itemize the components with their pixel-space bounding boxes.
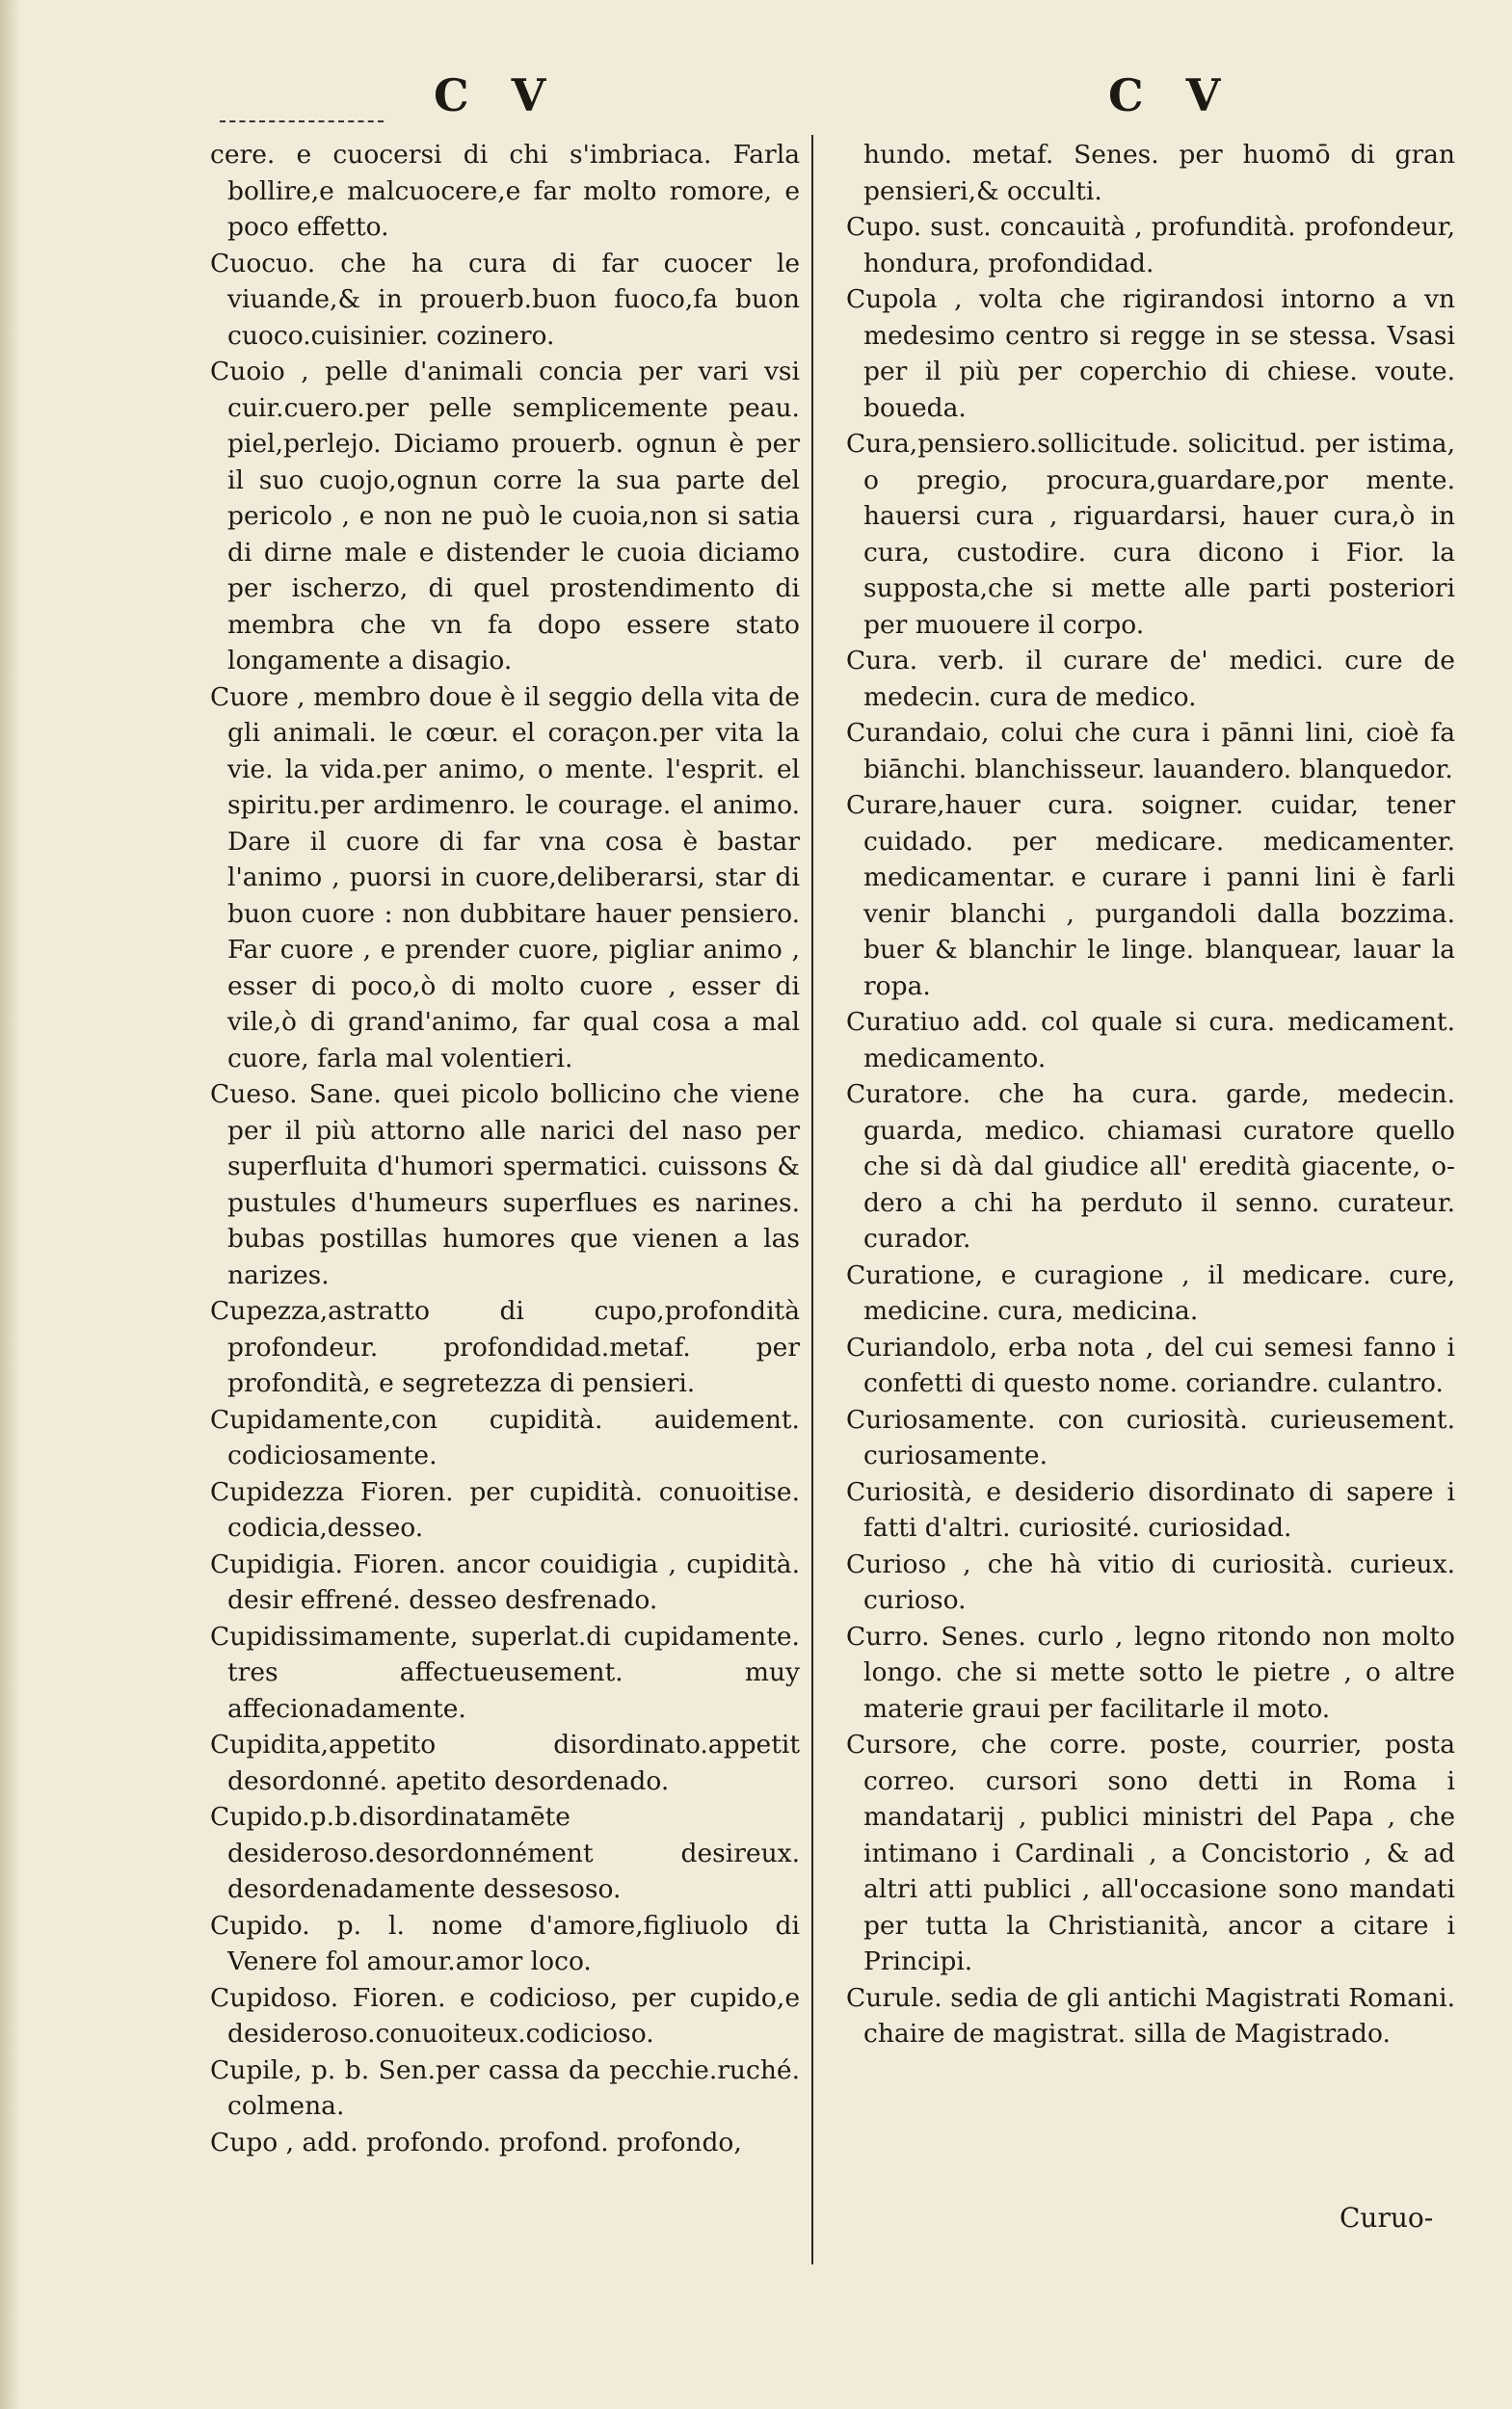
dictionary-entry: cere. e cuocersi di chi s'imbriaca. Farla bollire,e malcuocere,e far molto romore, e poco effetto.: [210, 140, 800, 242]
dictionary-entry: Cupidissimamente, superlat.di cupidamente. tres affectueusement. muy affecionadamente.: [210, 1621, 800, 1724]
dictionary-entry: Cupidamente,con cupidità. auidement. codiciosamente.: [210, 1404, 800, 1470]
dictionary-entry: Cursore, che corre. poste, courrier, posta correo. cursori sono detti in Roma i mandatarij , publici ministri del Papa , che intimano i Cardinali , a Concistorio , & ad altri atti publici , all'occasione sono mandati per tutta la Christianità, ancor a citare i Principi.: [846, 1730, 1455, 1976]
dictionary-entry: Cupidita,appetito disordinato.appetit desordonné. apetito desordenado.: [210, 1730, 800, 1796]
dictionary-entry: Cuocuo. che ha cura di far cuocer le viuande,& in prouerb.buon fuoco,fa buon cuoco.cuisinier. cozinero.: [210, 248, 800, 351]
dictionary-entry: Cueso. Sane. quei picolo bollicino che viene per il più attorno alle narici del naso per superfluita d'humori spermatici. cuissons & pustules d'humeurs superflues es narines. bubas postillas humores que vienen a las narizes.: [210, 1079, 800, 1290]
dictionary-entry: Curare,hauer cura. soigner. cuidar, tener cuidado. per medicare. medicamenter. medicamentar. e curare i panni lini è farli venir blanchi , purgandoli dalla bozzima. buer & blanchir le linge. blanquear, lauar la ropa.: [846, 790, 1455, 1001]
dictionary-entry: hundo. metaf. Senes. per huomō di gran pensieri,& occulti.: [863, 140, 1455, 206]
dictionary-entry: Cura,pensiero.sollicitude. solicitud. per istima, o pregio, procura,guardare,por mente. hauersi cura , riguardarsi, hauer cura,ò in cura, custodire. cura dicono i Fior. la supposta,che si mette alle parti posteriori per muouere il corpo.: [846, 429, 1455, 640]
dictionary-entry: Cupo , add. profondo. profond. profondo,: [210, 2127, 742, 2158]
dictionary-entry: Cupola , volta che rigirandosi intorno a vn medesimo centro si regge in se stessa. Vsasi per il più per coperchio di chiese. voute. boueda.: [846, 284, 1455, 423]
dictionary-entry: Cuore , membro doue è il seggio della vita de gli animali. le cœur. el coraçon.per vita la vie. la vida.per animo, o mente. l'esprit. el spiritu.per ardimenro. le courage. el animo. Dare il cuore di far vna cosa è bastar l'animo , puorsi in cuore,deliberarsi, star di buon cuore : non dubbitare hauer pensiero. Far cuore , e prender cuore, pigliar animo , esser di poco,ò di molto cuore , esser di vile,ò di grand'animo, far qual cosa a mal cuore, farla mal volentieri.: [210, 681, 800, 1073]
dictionary-entry: Cupido. p. l. nome d'amore,figliuolo di Venere fol amour.amor loco.: [210, 1910, 800, 1976]
column-divider: [811, 135, 813, 2264]
dictionary-entry: Curatiuo add. col quale si cura. medicament. medicamento.: [846, 1007, 1455, 1073]
dictionary-entry: Cupo. sust. concauità , profundità. profondeur, hondura, profondidad.: [846, 212, 1455, 278]
catchword: Curuo-: [1340, 2202, 1434, 2234]
dictionary-entry: Cupidoso. Fioren. e codicioso, per cupido,e desideroso.conuoiteux.codicioso.: [210, 1982, 800, 2049]
dictionary-entry: Cupido.p.b.disordinatamēte desideroso.desordonnément desireux. desordenadamente dessesoso.: [210, 1802, 800, 1904]
dictionary-entry: Curule. sedia de gli antichi Magistrati Romani. chaire de magistrat. silla de Magistrado.: [846, 1982, 1455, 2049]
dictionary-entry: Curiandolo, erba nota , del cui semesi fanno i confetti di questo nome. coriandre. culantro.: [846, 1332, 1455, 1398]
dictionary-entry: Curandaio, colui che cura i pānni lini, cioè fa biānchi. blanchisseur. lauandero. blanquedor.: [846, 718, 1455, 784]
dictionary-entry: Curatore. che ha cura. garde, medecin. guarda, medico. chiamasi curatore quello che si dà dal giudice all' eredità giacente, o- dero a chi ha perduto il senno. curateur. curador.: [846, 1079, 1455, 1254]
running-head-left: C V: [434, 69, 560, 121]
running-head-right: C V: [1108, 69, 1234, 121]
dictionary-entry: Cura. verb. il curare de' medici. cure de medecin. cura de medico.: [846, 646, 1455, 712]
dictionary-entry: Curiosamente. con curiosità. curieusement. curiosamente.: [846, 1404, 1455, 1470]
right-column: [829, 137, 1455, 2052]
dictionary-entry: Cupile, p. b. Sen.per cassa da pecchie.ruché. colmena.: [210, 2054, 800, 2121]
page-gutter-shadow: [0, 0, 21, 2409]
dictionary-entry: Cupidezza Fioren. per cupidità. conuoitise. codicia,desseo.: [210, 1476, 800, 1543]
dictionary-entry: Cuoio , pelle d'animali concia per vari vsi cuir.cuero.per pelle semplicemente peau. piel,perlejo. Diciamo prouerb. ognun è per il suo cuojo,ognun corre la sua parte del pericolo , e non ne può le cuoia,non si satia di dirne male e distender le cuoia diciamo per ischerzo, di quel prostendimento di membra che vn fa dopo essere stato longamente a disagio.: [210, 357, 800, 675]
dictionary-entry: Curro. Senes. curlo , legno ritondo non molto longo. che si mette sotto le pietre , o altre materie graui per facilitarle il moto.: [846, 1621, 1455, 1724]
dictionary-entry: Curioso , che hà vitio di curiosità. curieux. curioso.: [846, 1549, 1455, 1615]
dictionary-entry: Curiosità, e desiderio disordinato di sapere i fatti d'altri. curiosité. curiosidad.: [846, 1476, 1455, 1543]
dictionary-entry: Cupidigia. Fioren. ancor couidigia , cupidità. desir effrené. desseo desfrenado.: [210, 1549, 800, 1615]
dictionary-entry: Cupezza,astratto di cupo,profondità profondeur. profondidad.metaf. per profondità, e segretezza di pensieri.: [210, 1296, 800, 1398]
decorative-rule: [220, 120, 384, 122]
left-column: [193, 137, 800, 2160]
dictionary-entry: Curatione, e curagione , il medicare. cure, medicine. cura, medicina.: [846, 1259, 1455, 1326]
